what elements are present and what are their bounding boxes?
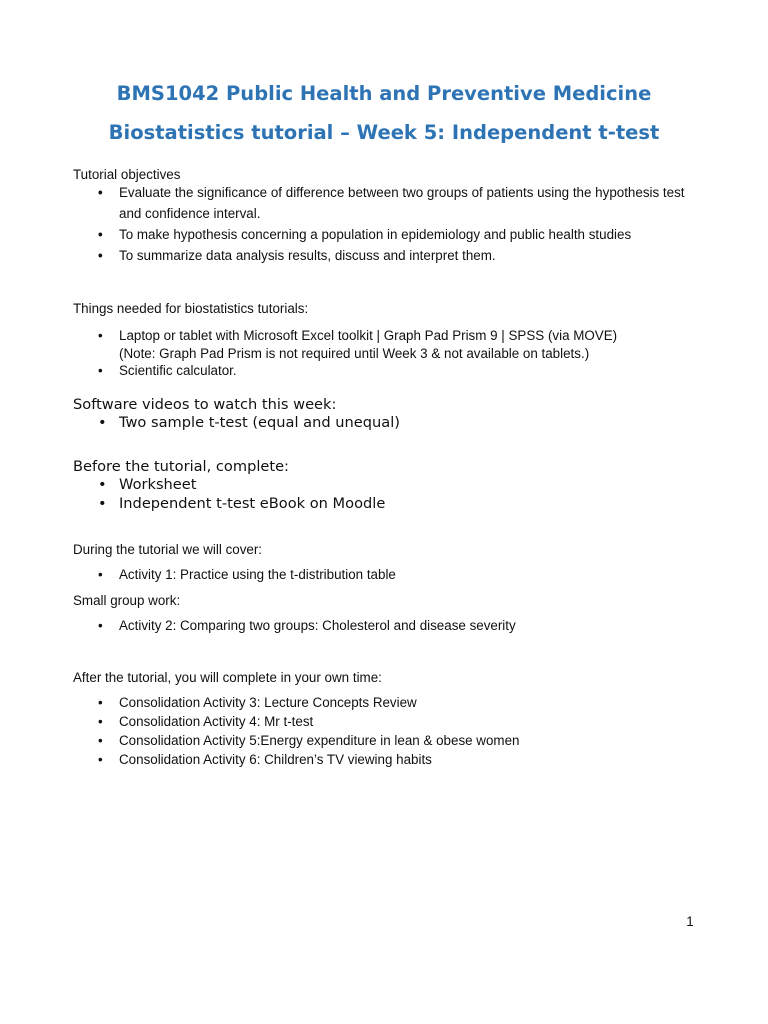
item-text: Independent t-test eBook on Moodle [119,495,386,512]
objectives-list [73,182,693,266]
list-item [73,712,693,731]
bullet-icon: • [98,328,103,343]
item-text: Two sample t-test (equal and unequal) [119,414,400,431]
bullet-icon: • [98,185,103,200]
bullet-icon: • [98,567,103,582]
item-text: Consolidation Activity 4: Mr t-test [119,714,314,729]
before-tutorial-heading: Before the tutorial, complete: [73,458,289,475]
bullet-icon: • [98,618,103,633]
software-videos-heading: Software videos to watch this week: [73,396,337,413]
list-item [73,327,693,362]
list-item [73,245,693,266]
course-title: BMS1042 Public Health and Preventive Medicine [116,82,652,105]
bullet-icon: • [98,227,103,242]
small-group-heading: Small group work: [73,593,181,608]
tutorial-title: Biostatistics tutorial – Week 5: Independent t-test [108,121,660,144]
list-item [73,362,693,380]
things-needed-heading: Things needed for biostatistics tutorials: [73,301,309,316]
objectives-heading: Tutorial objectives [73,167,181,182]
objective-text: To summarize data analysis results, discuss and interpret them. [119,248,496,263]
during-tutorial-list [73,565,693,584]
item-text-line: Laptop or tablet with Microsoft Excel toolkit | Graph Pad Prism 9 | SPSS (via MOVE) [119,328,618,343]
list-item [73,224,693,245]
item-text: Consolidation Activity 6: Children’s TV viewing habits [119,752,432,767]
page-number: 1 [686,914,694,929]
list-item [73,616,693,635]
item-text: Consolidation Activity 3: Lecture Concepts Review [119,695,417,710]
bullet-icon: • [98,363,103,378]
item-text: Activity 1: Practice using the t-distribution table [119,567,396,582]
bullet-icon: • [98,733,103,748]
bullet-icon: • [98,414,107,431]
list-item [73,731,693,750]
list-item [73,413,693,432]
list-item [73,693,693,712]
objective-text: Evaluate the significance of difference between two groups of patients using the hypothesis test and confidence interval. [119,185,685,221]
list-item [73,475,693,494]
software-videos-list [73,413,693,432]
bullet-icon: • [98,248,103,263]
item-text: Consolidation Activity 5:Energy expenditure in lean & obese women [119,733,520,748]
item-text: Activity 2: Comparing two groups: Cholesterol and disease severity [119,618,516,633]
bullet-icon: • [98,695,103,710]
bullet-icon: • [98,714,103,729]
list-item [73,182,693,224]
objective-text: To make hypothesis concerning a population in epidemiology and public health studies [119,227,632,242]
bullet-icon: • [98,495,107,512]
before-tutorial-list [73,475,693,513]
things-needed-list [73,327,693,380]
bullet-icon: • [98,476,107,493]
bullet-icon: • [98,752,103,767]
after-tutorial-heading: After the tutorial, you will complete in your own time: [73,670,382,685]
list-item [73,565,693,584]
list-item [73,750,693,769]
item-note-line: (Note: Graph Pad Prism is not required until Week 3 & not available on tablets.) [119,345,590,361]
item-text: Scientific calculator. [119,363,237,378]
during-tutorial-heading: During the tutorial we will cover: [73,542,263,557]
list-item [73,494,693,513]
after-tutorial-list [73,693,693,769]
item-text: Worksheet [119,476,197,493]
small-group-list [73,616,693,635]
